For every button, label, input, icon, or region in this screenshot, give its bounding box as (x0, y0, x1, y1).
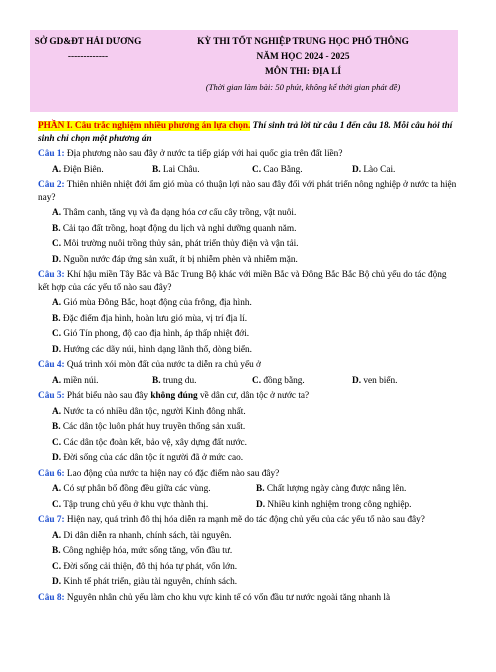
exam-header (30, 30, 458, 112)
question-number: Câu 6: (38, 468, 65, 479)
header-left (30, 30, 146, 65)
option[interactable]: C. Gió Tín phong, độ cao địa hình, áp thấp nhiệt đới. (52, 329, 250, 339)
question-number: Câu 8: (38, 592, 65, 603)
question-number: Câu 5: (38, 391, 65, 401)
option[interactable]: C. Tập trung chủ yếu ở khu vực thành thị. (52, 499, 209, 510)
option[interactable]: C. Đời sống cải thiện, đô thị hóa tự phát, vốn lớn. (52, 561, 238, 572)
question-number: Câu 4: (38, 360, 65, 370)
option[interactable]: B. Lai Châu. (152, 164, 200, 175)
school-year: NĂM HỌC 2024 - 2025 (256, 52, 350, 62)
section-heading (38, 120, 460, 145)
question-6-options-row-2 (38, 499, 460, 512)
option[interactable]: D. Hướng các dãy núi, hình dạng lãnh thổ, dòng biển. (52, 344, 252, 355)
question-number: Câu 1: (38, 149, 65, 159)
question-text: Nguyên nhân chủ yếu làm cho khu vực kinh tế có vốn đầu tư nước ngoài tăng nhanh là (64, 592, 391, 603)
question-4 (38, 359, 460, 372)
question-text: Hiện nay, quá trình đô thị hóa diễn ra mạnh mẽ do tác động chủ yếu của các yếu tố nào sau đây? (64, 515, 425, 525)
department-rule: ------------- (67, 52, 109, 62)
header-right (148, 30, 458, 95)
question-6-options-row-1 (38, 483, 460, 496)
option[interactable]: B. Cải tạo đất trồng, hoạt động du lịch và nghỉ dưỡng quanh năm. (52, 223, 297, 234)
question-text: Quá trình xói mòn đất của nước ta diễn ra chủ yếu ở (64, 360, 261, 370)
option[interactable]: D. Nhiều kinh nghiệm trong công nghiệp. (256, 499, 412, 510)
option[interactable]: B. Các dân tộc luôn phát huy truyền thống sản xuất. (52, 422, 246, 432)
option[interactable]: A. miền núi. (52, 375, 99, 386)
question-2 (38, 179, 460, 204)
section-instruction: Thí sinh trả lời từ câu 1 đến câu 18. Mỗi câu hỏi thí sinh chỉ chọn một phương án (38, 121, 453, 144)
question-text: Lao động của nước ta hiện nay có đặc điểm nào sau đây? (64, 468, 280, 479)
option[interactable]: D. Lào Cai. (352, 164, 396, 175)
option[interactable]: D. Kinh tế phát triển, giàu tài nguyên, chính sách. (52, 577, 238, 587)
question-number: Câu 7: (38, 515, 65, 525)
question-3 (38, 269, 460, 294)
exam-content (38, 120, 460, 604)
option[interactable]: A. Di dân diễn ra nhanh, chính sách, tài nguyên. (52, 530, 232, 541)
option[interactable]: C. Cao Bằng. (252, 164, 303, 175)
section-title: PHẦN I. Câu trắc nghiệm nhiều phương án lựa chọn. (38, 121, 251, 131)
question-1 (38, 148, 460, 161)
emphasis-text: không đúng (150, 391, 198, 401)
option[interactable]: B. trung du. (152, 375, 197, 386)
question-text: Địa phương nào sau đây ở nước ta tiếp giáp với hai quốc gia trên đất liền? (64, 149, 343, 159)
option[interactable]: B. Công nghiệp hóa, mức sống tăng, vốn đầu tư. (52, 546, 233, 556)
option[interactable]: D. ven biển. (352, 375, 398, 386)
question-number: Câu 2: (38, 180, 65, 190)
option[interactable]: A. Điện Biên. (52, 164, 104, 175)
question-7 (38, 514, 460, 527)
subject-title: MÔN THI: ĐỊA LÍ (264, 67, 342, 77)
option[interactable]: C. đồng bằng. (252, 375, 305, 386)
question-8 (38, 592, 460, 605)
time-note: (Thời gian làm bài: 50 phút, không kể thời gian phát đề) (205, 82, 401, 92)
option[interactable]: D. Nguồn nước đáp ứng sản xuất, ít bị nhiễm phèn và nhiễm mặn. (52, 254, 298, 265)
option[interactable]: A. Nước ta có nhiều dân tộc, người Kinh đông nhất. (52, 406, 246, 417)
option[interactable]: C. Các dân tộc đoàn kết, bảo vệ, xây dựng đất nước. (52, 437, 247, 448)
option[interactable]: A. Thâm canh, tăng vụ và đa dạng hóa cơ cấu cây trồng, vật nuôi. (52, 208, 297, 218)
option[interactable]: B. Đặc điểm địa hình, hoàn lưu gió mùa, vị trí địa lí. (52, 313, 248, 324)
question-text: Thiên nhiên nhiệt đới ẩm gió mùa có thuận lợi nào sau đây đối với phát triển nông nghiệp ở nước ta hiện nay? (38, 180, 457, 203)
question-6 (38, 468, 460, 481)
option[interactable]: A. Có sự phân bố đồng đều giữa các vùng. (52, 484, 211, 494)
option[interactable]: B. Chất lượng ngày càng được nâng lên. (256, 484, 407, 494)
question-1-options (38, 164, 460, 177)
option[interactable]: A. Gió mùa Đông Bắc, hoạt động của frông, địa hình. (52, 298, 252, 308)
exam-title: KỲ THI TỐT NGHIỆP TRUNG HỌC PHỔ THÔNG (197, 37, 409, 47)
department-name: SỞ GD&ĐT HẢI DƯƠNG (34, 37, 142, 47)
question-text: Khí hậu miền Tây Bắc và Bắc Trung Bộ khác với miền Bắc và Đông Bắc Bắc Bộ chủ yếu do tác động kết hợp của các yếu tố nào sau đây? (38, 270, 447, 293)
question-5: Câu 5: Phát biểu nào sau đây không đúng về dân cư, dân tộc ở nước ta? (38, 391, 310, 401)
question-4-options (38, 375, 460, 388)
option[interactable]: D. Đời sống của các dân tộc ít người đã ở mức cao. (52, 453, 244, 463)
option[interactable]: C. Môi trường nuôi trồng thủy sản, phát triển thủy điện và vận tải. (52, 239, 299, 249)
question-number: Câu 3: (38, 270, 65, 280)
